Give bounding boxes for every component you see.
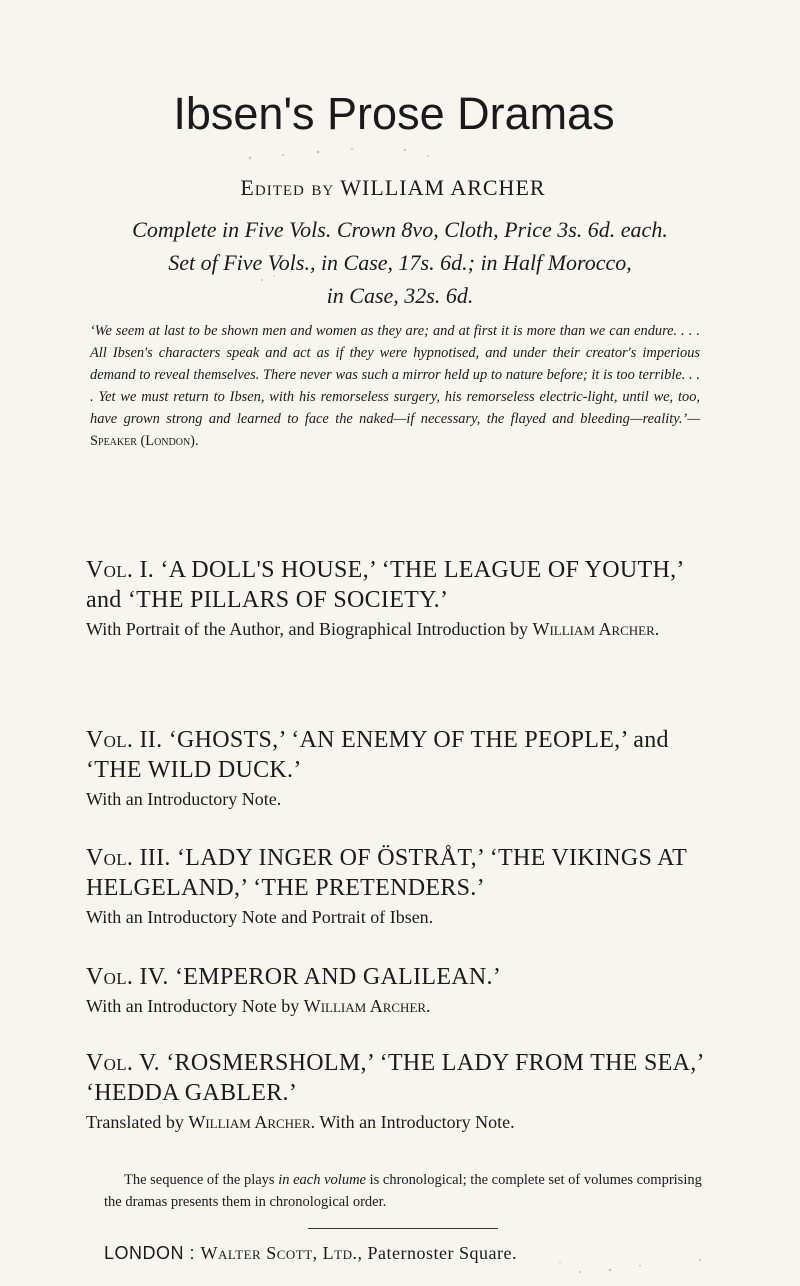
price-line-2: Set of Five Vols., in Case, 17s. 6d.; in Half Morocco, (168, 250, 632, 275)
volume-plays: ‘EMPEROR AND GALILEAN.’ (174, 964, 502, 990)
volume-note: With an Introductory Note and Portrait of Ibsen. (86, 907, 434, 927)
sequence-note-text: The sequence of the plays (124, 1172, 275, 1188)
volume-plays: ‘A DOLL'S HOUSE,’ ‘THE LEAGUE OF YOUTH,’ and ‘THE PILLARS OF SOCIETY.’ (86, 557, 683, 613)
editor-line (78, 175, 708, 201)
volume-plays: ‘LADY INGER OF ÖSTRÅT,’ ‘THE VIKINGS AT HELGELAND,’ ‘THE PRETENDERS.’ (86, 845, 687, 901)
volume-note: With Portrait of the Author, and Biographical Introduction by (86, 619, 528, 639)
volume-label: Vol. III. (86, 845, 171, 871)
page-title: Ibsen's Prose Dramas (173, 88, 615, 139)
publisher-imprint (104, 1243, 724, 1264)
volume-plays: ‘ROSMERSHOLM,’ ‘THE LADY FROM THE SEA,’ ‘HEDDA GABLER.’ (86, 1050, 704, 1106)
review-text: ‘We seem at last to be shown men and women as they are; and at first it is more than we can endure. . . . All Ibsen's characters speak and act as if they were hypnotised, and under their creator's imperious demand to reveal themselves. There never was such a mirror held up to nature before; it is too terrible. . . . Yet we must return to Ibsen, with his remorseless surgery, his remorseless electric-light, until we, too, have grown strong and learned to face the naked—if necessary, the flayed and bleeding—reality.’— (90, 323, 700, 427)
volume-note-2: With an Introductory Note. (319, 1112, 515, 1132)
divider-rule (308, 1228, 498, 1229)
volume-label: Vol. IV. (86, 964, 169, 990)
sequence-note-text-2: is chronological; the complete set of volumes comprising the dramas presents them in chronological order. (104, 1172, 702, 1210)
volume-entry (86, 843, 716, 931)
volume-note: With an Introductory Note. (86, 789, 282, 809)
imprint-address: , Paternoster Square. (357, 1243, 517, 1263)
review-source: Speaker (London). (90, 433, 199, 449)
volume-label: Vol. II. (86, 727, 163, 753)
imprint-publisher: Walter Scott, Ltd. (200, 1243, 358, 1263)
price-block (120, 213, 680, 312)
volume-editor: William Archer. (188, 1112, 316, 1132)
volume-note: With an Introductory Note by (86, 996, 300, 1016)
editor-prefix: Edited by (240, 175, 335, 200)
sequence-note (104, 1169, 704, 1213)
volume-entry (86, 725, 716, 813)
volume-editor: William Archer. (303, 996, 431, 1016)
volume-entry (86, 1048, 716, 1136)
sequence-note-emphasis: in each volume (278, 1172, 366, 1188)
volume-entry (86, 962, 716, 1020)
imprint-city: LONDON : (104, 1243, 196, 1263)
volume-label: Vol. I. (86, 557, 155, 583)
volume-plays: ‘GHOSTS,’ ‘AN ENEMY OF THE PEOPLE,’ and ‘THE WILD DUCK.’ (86, 727, 669, 783)
volume-entry (86, 555, 716, 643)
price-line-3: in Case, 32s. 6d. (326, 283, 474, 308)
review-quote (90, 320, 700, 452)
volume-label: Vol. V. (86, 1050, 160, 1076)
volume-note: Translated by (86, 1112, 184, 1132)
volume-editor: William Archer. (532, 619, 660, 639)
price-line-1: Complete in Five Vols. Crown 8vo, Cloth, Price 3s. 6d. each. (132, 217, 668, 242)
editor-name: WILLIAM ARCHER (340, 175, 546, 200)
